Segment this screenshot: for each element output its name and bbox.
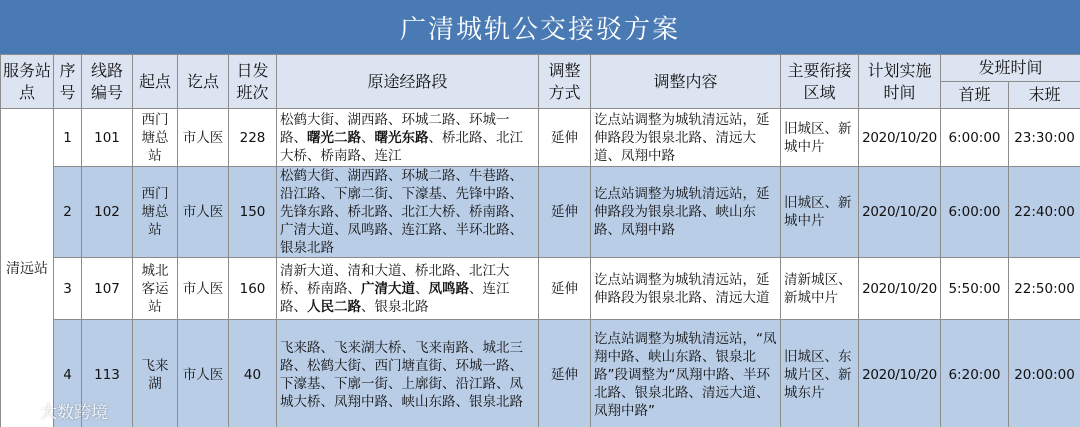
header-area: 主要衔接区域 xyxy=(781,55,859,109)
date-cell: 2020/10/20 xyxy=(859,167,941,258)
start-cell: 飞来湖 xyxy=(133,320,178,427)
adj-content-cell: 讫点站调整为城轨清远站，延伸路段为银泉北路、清远大道、凤翔中路 xyxy=(591,109,781,167)
date-cell: 2020/10/20 xyxy=(859,320,941,427)
adj-type-cell: 延伸 xyxy=(539,109,591,167)
header-station: 服务站点 xyxy=(1,55,54,109)
adj-content-cell: 讫点站调整为城轨清远站，“凤翔中路、峡山东路、银泉北路”段调整为“凤翔中路、半环北路、银泉北路、清远大道、凤翔中路” xyxy=(591,320,781,427)
header-end: 讫点 xyxy=(178,55,229,109)
watermark xyxy=(6,398,108,423)
via-cell xyxy=(277,109,539,167)
via-segment: 清新大道、清和大道、桥北路、北江大桥、桥南路、 xyxy=(280,262,510,297)
header-last: 末班 xyxy=(1009,82,1080,109)
adj-type-cell: 延伸 xyxy=(539,320,591,427)
start-cell: 西门塘总站 xyxy=(133,109,178,167)
route-cell: 102 xyxy=(82,167,133,258)
start-cell: 西门塘总站 xyxy=(133,167,178,258)
page-title: 广清城轨公交接驳方案 xyxy=(0,0,1080,54)
area-cell: 旧城区、新城中片 xyxy=(781,167,859,258)
via-cell xyxy=(277,320,539,427)
header-first: 首班 xyxy=(941,82,1009,109)
adj-type-cell: 延伸 xyxy=(539,258,591,320)
header-via: 原途经路段 xyxy=(277,55,539,109)
via-segment: 、连江路、 xyxy=(280,280,510,315)
via-segment: 凤鸣路 xyxy=(428,280,469,297)
first-cell: 6:00:00 xyxy=(941,109,1009,167)
start-cell: 城北客运站 xyxy=(133,258,178,320)
trips-cell: 228 xyxy=(229,109,277,167)
route-table xyxy=(0,54,1080,427)
via-segment: 松鹤大街、湖西路、环城二路、环城一路、 xyxy=(280,111,510,146)
header-schedule: 发班时间 xyxy=(941,55,1080,82)
header-adj-type: 调整方式 xyxy=(539,55,591,109)
last-cell: 23:30:00 xyxy=(1009,109,1080,167)
via-segment: 松鹤大街、湖西路、环城二路、牛巷路、沿江路、下廓二街、下濠基、先锋中路、先锋东路、桥北路、北江大桥、桥南路、广清大道、凤鸣路、连江路、半环北路、银泉北路 xyxy=(280,168,523,256)
header-start: 起点 xyxy=(133,55,178,109)
date-cell: 2020/10/20 xyxy=(859,258,941,320)
last-cell: 22:50:00 xyxy=(1009,258,1080,320)
area-cell: 旧城区、新城中片 xyxy=(781,109,859,167)
adj-content-cell: 讫点站调整为城轨清远站，延伸路段为银泉北路、清远大道 xyxy=(591,258,781,320)
header-date: 计划实施时间 xyxy=(859,55,941,109)
seq-cell: 2 xyxy=(54,167,82,258)
via-segment: 广清大道 xyxy=(361,280,415,297)
header-adj-content: 调整内容 xyxy=(591,55,781,109)
via-segment: 曙光二路 xyxy=(307,129,361,146)
table-row xyxy=(1,167,1080,258)
seq-cell: 3 xyxy=(54,258,82,320)
header-seq: 序号 xyxy=(54,55,82,109)
seq-cell: 1 xyxy=(54,109,82,167)
route-cell: 107 xyxy=(82,258,133,320)
table-row xyxy=(1,258,1080,320)
last-cell: 22:40:00 xyxy=(1009,167,1080,258)
date-cell: 2020/10/20 xyxy=(859,109,941,167)
via-segment: 、银泉北路 xyxy=(361,298,429,315)
via-segment: 人民二路 xyxy=(307,298,361,315)
via-segment: 、 xyxy=(415,280,429,297)
adj-type-cell: 延伸 xyxy=(539,167,591,258)
first-cell: 6:20:00 xyxy=(941,320,1009,427)
first-cell: 5:50:00 xyxy=(941,258,1009,320)
end-cell: 市人医 xyxy=(178,258,229,320)
logo-mark-icon xyxy=(6,400,36,422)
via-segment: 、 xyxy=(361,129,375,146)
end-cell: 市人医 xyxy=(178,109,229,167)
trips-cell: 160 xyxy=(229,258,277,320)
area-cell: 清新城区、新城中片 xyxy=(781,258,859,320)
trips-cell: 150 xyxy=(229,167,277,258)
first-cell: 6:00:00 xyxy=(941,167,1009,258)
via-cell xyxy=(277,167,539,258)
route-cell: 101 xyxy=(82,109,133,167)
via-segment: 、桥北路、北江大桥、桥南路、连江 xyxy=(280,129,523,164)
seq-cell: 4 xyxy=(54,320,82,427)
end-cell: 市人医 xyxy=(178,320,229,427)
table-row xyxy=(1,320,1080,427)
header-trips: 日发班次 xyxy=(229,55,277,109)
via-cell xyxy=(277,258,539,320)
route-cell: 113 xyxy=(82,320,133,427)
watermark-text: 大数跨境 xyxy=(40,403,108,423)
via-segment: 曙光东路 xyxy=(374,129,429,146)
station-cell: 清远站 xyxy=(1,109,54,427)
trips-cell: 40 xyxy=(229,320,277,427)
end-cell: 市人医 xyxy=(178,167,229,258)
table-row xyxy=(1,109,1080,167)
adj-content-cell: 讫点站调整为城轨清远站，延伸路段为银泉北路、峡山东路、凤翔中路 xyxy=(591,167,781,258)
area-cell: 旧城区、东城片区、新城东片 xyxy=(781,320,859,427)
last-cell: 20:00:00 xyxy=(1009,320,1080,427)
via-segment: 飞来路、飞来湖大桥、飞来南路、城北三路、松鹤大街、西门塘直街、环城一路、下濠基、下廓一街、上廓街、沿江路、凤城大桥、凤翔中路、峡山东路、银泉北路 xyxy=(280,339,523,410)
header-route: 线路编号 xyxy=(82,55,133,109)
